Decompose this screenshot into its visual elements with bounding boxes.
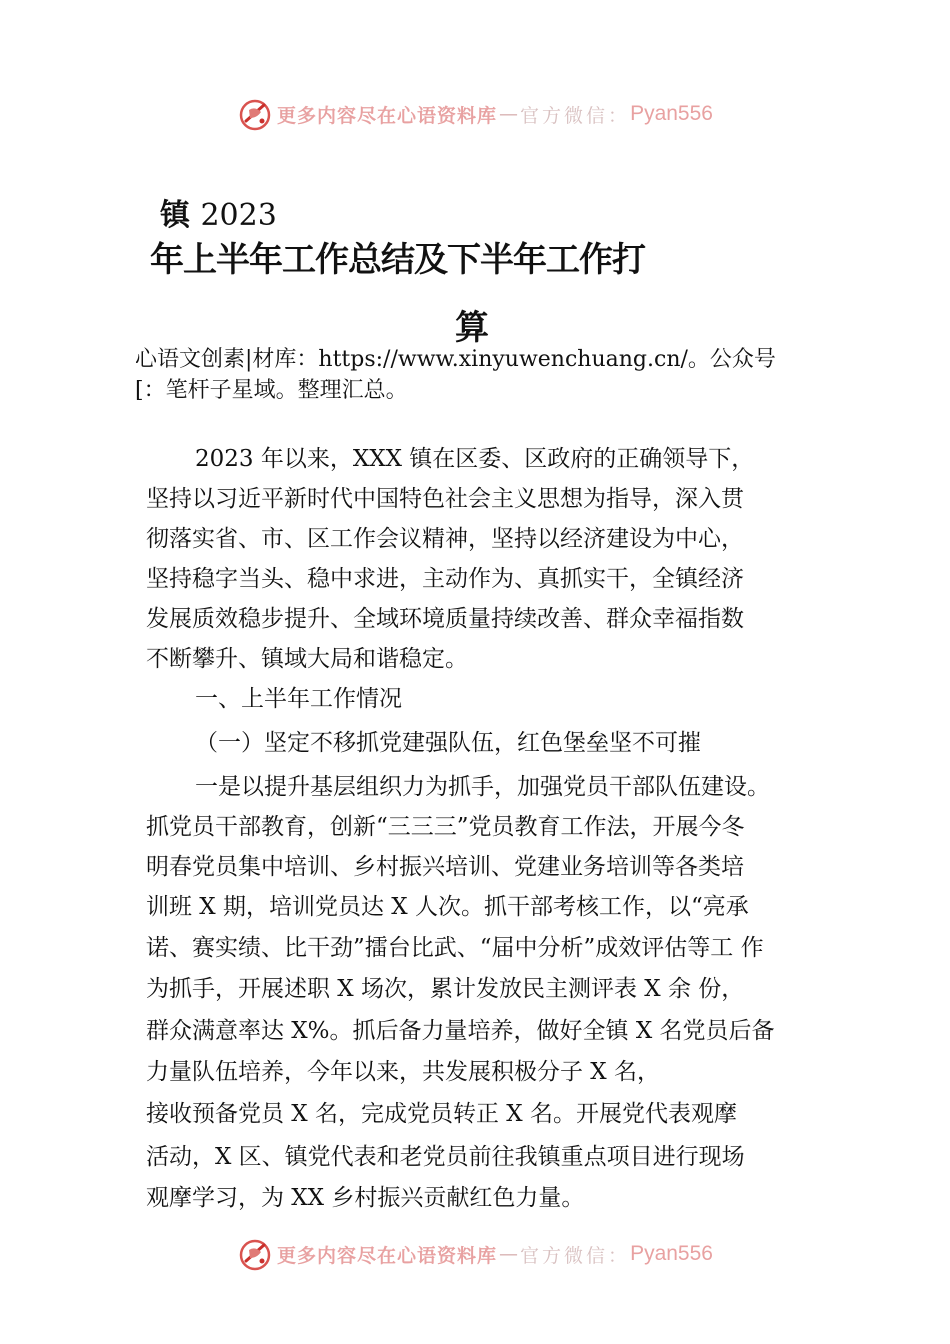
footer-watermark-banner (0, 1232, 950, 1276)
body-line: 坚持以习近平新时代中国特色社会主义思想为指导，深入贯 (146, 486, 744, 512)
body-line: 2023 年以来，XXX 镇在区委、区政府的正确领导下， (195, 446, 755, 472)
body-line: 观摩学习，为 XX 乡村振兴贡献红色力量。 (146, 1185, 585, 1211)
source-note-line-2: [：笔杆子星域。整理汇总。 (135, 378, 408, 403)
banner-wechat-label: 官方微信： (520, 1244, 631, 1267)
subsection-heading: （一）坚定不移抓党建强队伍，红色堡垒坚不可摧 (195, 730, 701, 756)
body-line: 力量队伍培养，今年以来，共发展积极分子 X 名， (146, 1059, 660, 1085)
body-line: 抓党员干部教育，创新“三三三”党员教育工作法，开展今冬 (146, 814, 745, 840)
body-line: 坚持稳字当头、稳中求进，主动作为、真抓实干，全镇经济 (146, 566, 744, 592)
banner-wechat-id: Pyan556 (630, 1242, 713, 1265)
body-line: 一是以提升基层组织力为抓手，加强党员干部队伍建设。 (195, 774, 770, 800)
body-line: 彻落实省、市、区工作会议精神，坚持以经济建设为中心， (146, 526, 744, 552)
brand-logo-icon (237, 96, 273, 132)
body-line: 群众满意率达 X%。抓后备力量培养，做好全镇 X 名党员后备 (146, 1018, 775, 1044)
body-line: 训班 X 期，培训党员达 X 人次。抓干部考核工作，以“亮承 (146, 894, 749, 920)
banner-wechat-label: 官方微信： (520, 104, 631, 127)
section-heading: 一、上半年工作情况 (195, 686, 402, 712)
title-prefix (160, 190, 277, 234)
body-line: 为抓手，开展述职 X 场次，累计发放民主测评表 X 余 份， (146, 976, 745, 1002)
banner-brand-text: 更多内容尽在心语资料库 (277, 1244, 498, 1267)
banner-wechat-id: Pyan556 (630, 102, 713, 125)
page-title-line-2: 算 (455, 308, 489, 348)
body-line: 发展质效稳步提升、全域环境质量持续改善、群众幸福指数 (146, 606, 744, 632)
banner-brand-text: 更多内容尽在心语资料库 (277, 104, 498, 127)
body-line: 诺、赛实绩、比干劲”擂台比武、“届中分析”成效评估等工 作 (146, 935, 764, 961)
banner-dash: — (499, 1243, 519, 1265)
body-line: 活动，X 区、镇党代表和老党员前往我镇重点项目进行现场 (146, 1144, 745, 1170)
source-note-line-1: 心语文创素|材库：https://www.xinyuwenchuang.cn/。公众号 (135, 347, 776, 372)
brand-logo-icon (237, 1236, 273, 1272)
header-watermark-banner (0, 92, 950, 136)
page-title-line-1: 年上半年工作总结及下半年工作打 (150, 240, 645, 280)
body-line: 不断攀升、镇域大局和谐稳定。 (146, 646, 468, 672)
body-line: 接收预备党员 X 名，完成党员转正 X 名。开展党代表观摩 (146, 1101, 737, 1127)
body-line: 明春党员集中培训、乡村振兴培训、党建业务培训等各类培 (146, 854, 744, 880)
banner-dash: — (499, 103, 519, 125)
source-note (135, 344, 845, 406)
title-town-char: 镇 (160, 198, 201, 233)
title-year: 2023 (200, 198, 277, 233)
